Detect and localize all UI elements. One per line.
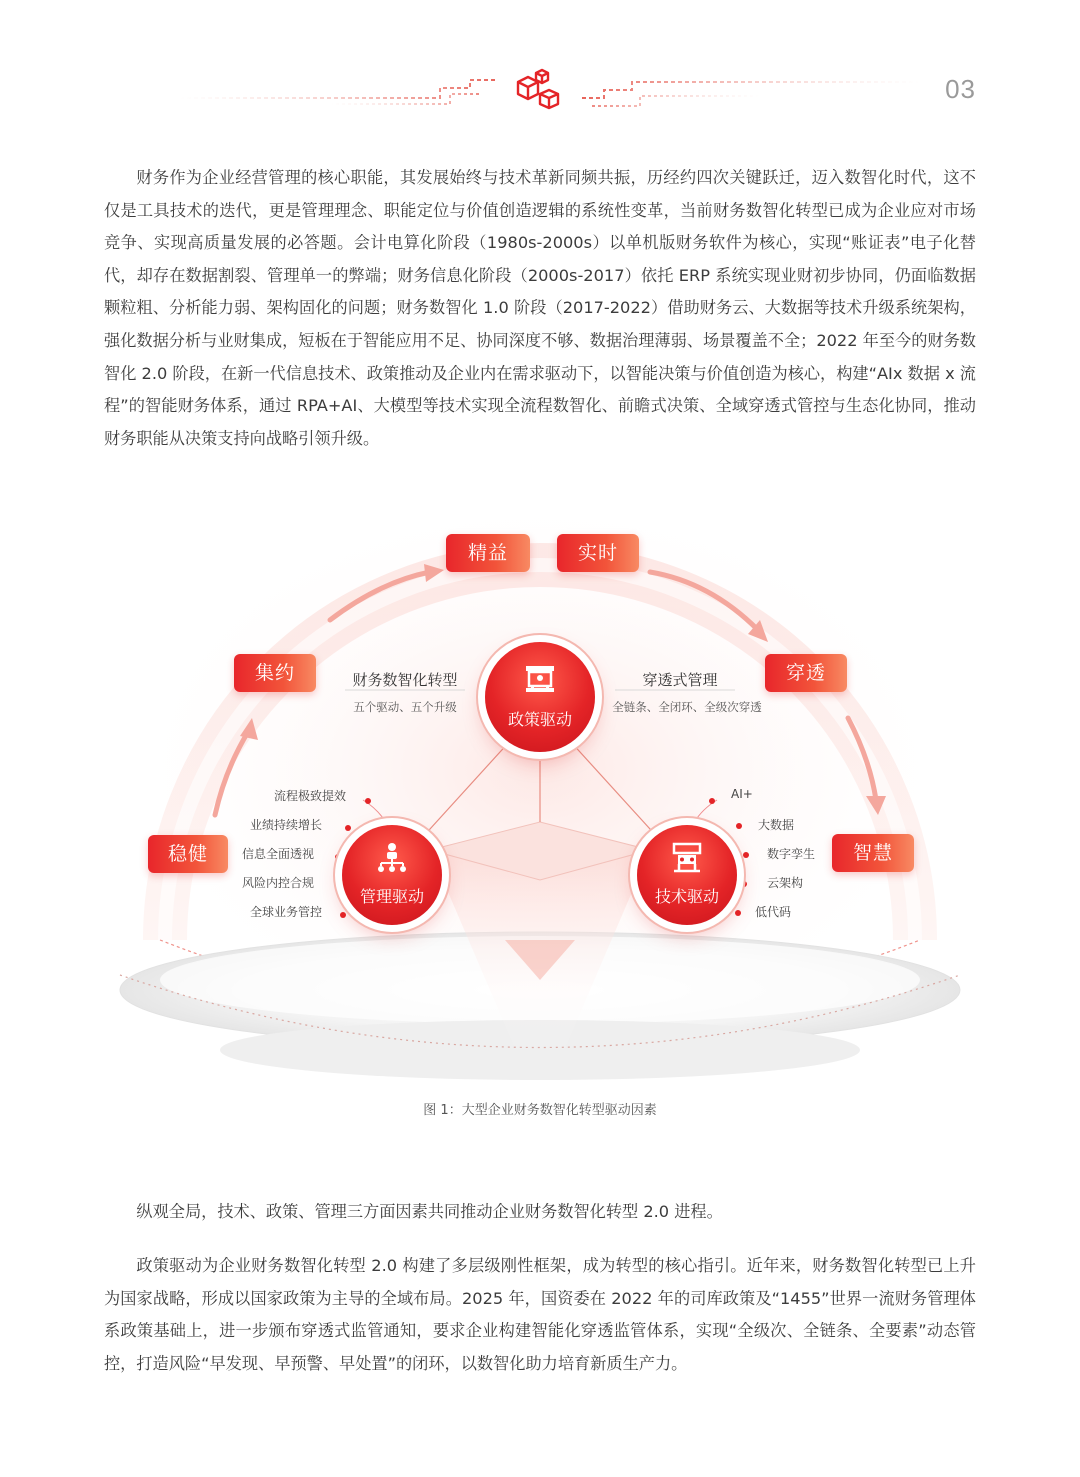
circle-policy-label: 政策驱动 xyxy=(507,710,572,729)
technology-item: 大数据 xyxy=(758,818,795,832)
left-label-title: 财务数智化转型 xyxy=(352,671,458,689)
institution-icon xyxy=(523,662,557,696)
summary-paragraph: 纵观全局，技术、政策、管理三方面因素共同推动企业财务数智化转型 2.0 进程。 xyxy=(136,1202,723,1221)
right-label-subtitle: 全链条、全闭环、全级次穿透 xyxy=(612,700,762,714)
pill-jingyi: 精益 xyxy=(446,534,530,572)
pill-wenjian: 稳健 xyxy=(148,835,228,873)
figure-caption: 图 1：大型企业财务数智化转型驱动因素 xyxy=(423,1103,657,1118)
page-header xyxy=(0,0,1080,130)
management-item: 风险内控合规 xyxy=(241,876,314,890)
circle-technology-label: 技术驱动 xyxy=(654,887,719,906)
management-item: 业绩持续增长 xyxy=(249,818,322,832)
circle-management-label: 管理驱动 xyxy=(359,887,424,906)
pill-chuantou: 穿透 xyxy=(765,654,847,692)
technology-item: 低代码 xyxy=(755,905,792,919)
circle-management xyxy=(342,825,442,925)
intro-paragraph: 财务作为企业经营管理的核心职能，其发展始终与技术革新同频共振，历经约四次关键跃迁，迈入数智化时代，这不仅是工具技术的迭代，更是管理理念、职能定位与价值创造逻辑的系统性变革，当前财务数智化转型已成为企业应对市场竞争、实现高质量发展的必答题。会计电算化阶段（1980s-2000s）以单机版财务软件为核心，实现“账证表”电子化替代，却存在数据割裂、管理单一的弊端；财务信息化阶段（2000s-2017）依托 ERP 系统实现业财初步协同，仍面临数据颗粒粗、分析能力弱、架构固化的问题；财务数智化 1.0 阶段（2017-2022）借助财务云、大数据等技术升级系统架构，强化数据分析与业财集成，短板在于智能应用不足、协同深度不够、数据治理薄弱、场景覆盖不全；2022 年至今的财务数智化 2.0 阶段，在新一代信息技术、政策推动及企业内在需求驱动下，以智能决策与价值创造为核心，构建“AIx 数据 x 流程”的智能财务体系，通过 RPA+AI、大模型等技术实现全流程数智化、前瞻式决策、全域穿透式管控与生态化协同，推动财务职能从决策支持向战略引领升级。 xyxy=(104,168,976,448)
technology-item: 云架构 xyxy=(767,876,804,890)
driver-diagram xyxy=(0,470,1080,1130)
pill-jiyue: 集约 xyxy=(234,654,316,692)
circle-technology xyxy=(637,825,737,925)
diagram-graphics xyxy=(0,470,1080,1130)
cubes-icon xyxy=(518,70,558,108)
management-item: 流程极致提效 xyxy=(273,789,346,803)
management-item: 全球业务管控 xyxy=(249,905,322,919)
technology-item: AI+ xyxy=(731,787,753,801)
server-network-icon xyxy=(670,841,704,875)
page-number: 03 xyxy=(945,74,976,104)
management-item: 信息全面透视 xyxy=(241,847,314,861)
pill-shishi: 实时 xyxy=(557,534,639,572)
right-label-title: 穿透式管理 xyxy=(642,671,718,689)
policy-paragraph: 政策驱动为企业财务数智化转型 2.0 构建了多层级刚性框架，成为转型的核心指引。近年来，财务数智化转型已上升为国家战略，形成以国家政策为主导的全域布局。2025 年，国资委在 2022 年的司库政策及“1455”世界一流财务管理体系政策基础上，进一步颁布穿透式监管通知，要求企业构建智能化穿透监管体系，实现“全级次、全链条、全要素”动态管控，打造风险“早发现、早预警、早处置”的闭环，以数智化助力培育新质生产力。 xyxy=(104,1256,976,1373)
circle-policy xyxy=(485,642,595,752)
org-chart-icon xyxy=(375,841,409,875)
left-label-subtitle: 五个驱动、五个升级 xyxy=(353,700,457,714)
technology-item: 数字孪生 xyxy=(767,847,816,861)
header-decoration xyxy=(0,0,1080,130)
pill-zhihui: 智慧 xyxy=(832,834,914,872)
